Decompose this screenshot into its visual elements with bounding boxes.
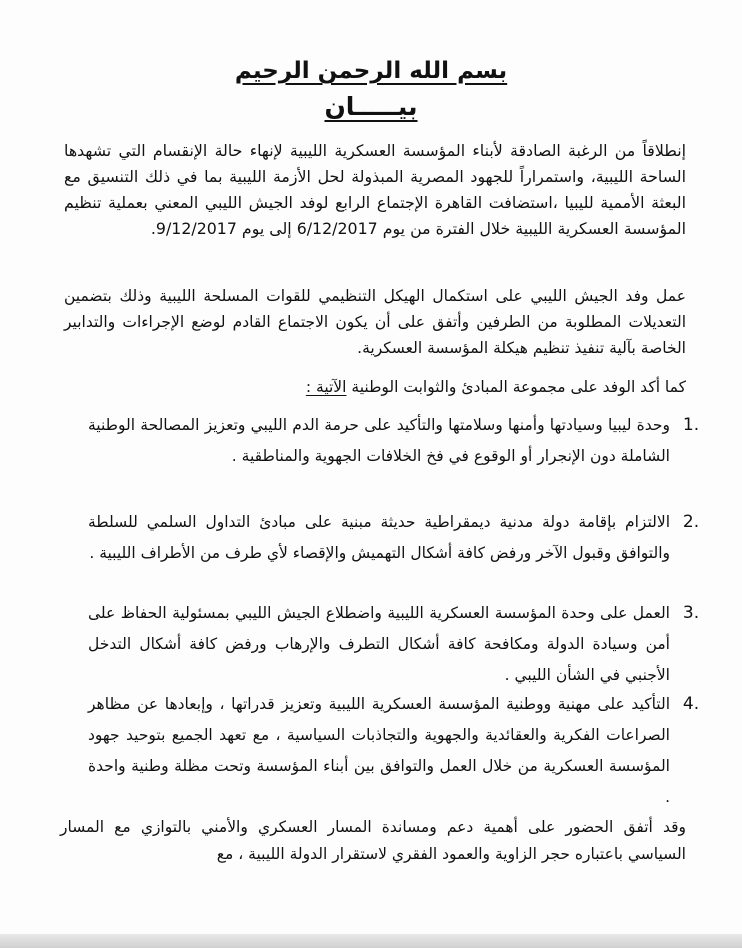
closing-paragraph: وقد أتفق الحضور على أهمية دعم ومساندة المسار العسكري والأمني بالتوازي مع المسار السياسي باعتباره حجر الزاوية والعمود الفقري لاستقرار الدولة الليبية ، مع [60, 818, 686, 863]
basmala-heading: بسم الله الرحمن الرحيم [234, 58, 508, 84]
structure-paragraph: عمل وفد الجيش الليبي على استكمال الهيكل التنظيمي للقوات المسلحة الليبية وذلك بتضمين التعديلات المطلوبة من الطرفين وأتفق على أن يكون الاجتماع القادم لوضع الإجراءات والتدابير الخاصة بآلية تنفيذ تنظيم هيكلة المؤسسة العسكرية. [64, 287, 686, 357]
principle-text: العمل على وحدة المؤسسة العسكرية الليبية واضطلاع الجيش الليبي بمسئولية الحفاظ على أمن وسيادة الدولة ومكافحة كافة أشكال التطرف والإرهاب ورفض كافة أشكال التدخل الأجنبي في الشأن الليبي . [88, 604, 670, 684]
principles-intro-underlined: الآتية : [305, 378, 347, 396]
page-bottom-edge [0, 934, 742, 948]
principle-number: 4. [682, 694, 700, 714]
principle-text: التأكيد على مهنية ووطنية المؤسسة العسكرية الليبية وتعزيز قدراتها ، وإبعادها عن مظاهر الصراعات الفكرية والعقائدية والجهوية والتجاذبات السياسية ، مع تعهد الجميع بتوحيد جهود المؤسسة العسكرية من خلال العمل والتوافق بين أبناء المؤسسة وتحت مظلة وطنية واحدة . [88, 695, 670, 806]
principle-item-1 [88, 410, 712, 472]
principle-item-3 [88, 598, 712, 691]
principle-text: وحدة ليبيا وسيادتها وأمنها وسلامتها والتأكيد على حرمة الدم الليبي وتعزيز المصالحة الوطنية الشاملة دون الإنجرار أو الوقوع في فخ الخلافات الجهوية والمناطقية . [88, 416, 670, 465]
principle-item-4 [88, 689, 712, 813]
statement-heading: بيـــــان [324, 92, 418, 121]
principle-item-2 [88, 507, 712, 569]
intro-paragraph: إنطلاقاً من الرغبة الصادقة لأبناء المؤسسة العسكرية الليبية لإنهاء حالة الإنقسام التي تشهدها الساحة الليبية، واستمراراً للجهود المصرية المبذولة لحل الأزمة الليبية بما في ذلك التنسيق مع البعثة الأممية لليبيا ،استضافت القاهرة الإجتماع الرابع لوفد الجيش الليبي المعني بعملية تنظيم المؤسسة العسكرية الليبية خلال الفترة من يوم 6/12/2017 إلى يوم 9/12/2017. [64, 141, 686, 238]
principle-text: الالتزام بإقامة دولة مدنية ديمقراطية حديثة مبنية على مبادئ التداول السلمي للسلطة والتوافق وقبول الآخر ورفض كافة أشكال التهميش والإقصاء لأي طرف من الأطراف الليبية . [88, 513, 670, 562]
principle-number: 3. [682, 603, 700, 623]
principle-number: 2. [682, 512, 700, 532]
principle-number: 1. [682, 415, 700, 435]
principles-intro [64, 374, 686, 400]
principles-intro-text: كما أكد الوفد على مجموعة المبادئ والثوابت الوطنية [351, 378, 686, 396]
